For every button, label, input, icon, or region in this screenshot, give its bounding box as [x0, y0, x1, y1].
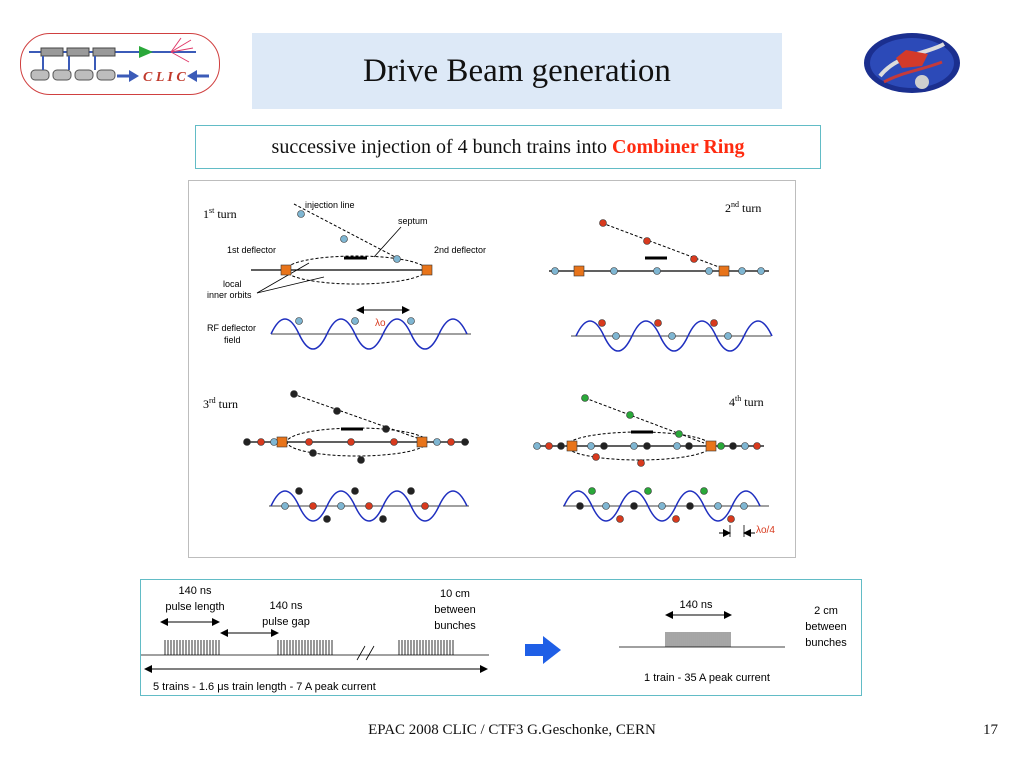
second-deflector-label: 2nd deflector [434, 245, 487, 255]
local-orbits-label-2: inner orbits [207, 290, 252, 300]
ctf3-logo [862, 32, 962, 94]
turn-3-label: 3rd turn [203, 396, 239, 411]
turn-1-label: 1st turn [203, 206, 237, 221]
subtitle-highlight: Combiner Ring [612, 136, 745, 158]
pulse-gap-1: 140 ns [269, 600, 303, 612]
bunch-spacing-left-2: between [434, 604, 476, 616]
train-combination-box [140, 579, 862, 696]
pulse-gap-2: pulse gap [262, 616, 310, 628]
lambda-quarter-label: λo/4 [756, 525, 775, 536]
combined-length-label: 140 ns [679, 599, 713, 611]
rf-field-label-2: field [224, 335, 241, 345]
combined-current-label: 1 train - 35 A peak current [644, 672, 770, 684]
subtitle [196, 126, 820, 168]
combiner-ring-diagram [188, 180, 796, 558]
turn-2-label: 2nd turn [725, 200, 762, 215]
left-bunch-trains [165, 640, 453, 660]
septum-label: septum [398, 216, 428, 226]
injection-line-label: injection line [305, 200, 355, 210]
pulse-length-2: pulse length [165, 601, 225, 613]
train-length-label: 5 trains - 1.6 μs train length - 7 A peak current [153, 681, 376, 693]
bunch-spacing-left-1: 10 cm [440, 588, 470, 600]
bunch-spacing-right-3: bunches [805, 637, 847, 649]
rf-field-label-1: RF deflector [207, 323, 257, 333]
clic-logo [20, 33, 220, 95]
right-bunch-train [666, 632, 730, 647]
train-combination-svg [141, 580, 861, 695]
panel-turn-3 [203, 391, 469, 523]
footer-credit: EPAC 2008 CLIC / CTF3 G.Geschonke, CERN [368, 722, 656, 738]
subtitle-box [195, 125, 821, 169]
page-title: Drive Beam generation [363, 53, 671, 89]
local-orbits-label-1: local [223, 279, 242, 289]
combine-arrow-icon [525, 636, 561, 664]
lambda-label: λo [375, 318, 386, 329]
first-deflector-label: 1st deflector [227, 245, 277, 255]
bunch-spacing-right-2: between [805, 621, 847, 633]
turn-4-label: 4th turn [729, 394, 764, 409]
subtitle-prefix: successive injection of 4 bunch trains into [271, 136, 613, 158]
combiner-ring-svg [189, 181, 795, 557]
pulse-length-1: 140 ns [178, 585, 212, 597]
bunch-spacing-right-1: 2 cm [814, 605, 838, 617]
panel-turn-1 [203, 200, 486, 349]
clic-logo-text: C L I C [143, 70, 186, 85]
page-number: 17 [983, 722, 998, 738]
title-banner [252, 33, 782, 109]
bunch-spacing-left-3: bunches [434, 620, 476, 632]
panel-turn-2 [549, 200, 772, 351]
panel-turn-4 [534, 394, 776, 537]
